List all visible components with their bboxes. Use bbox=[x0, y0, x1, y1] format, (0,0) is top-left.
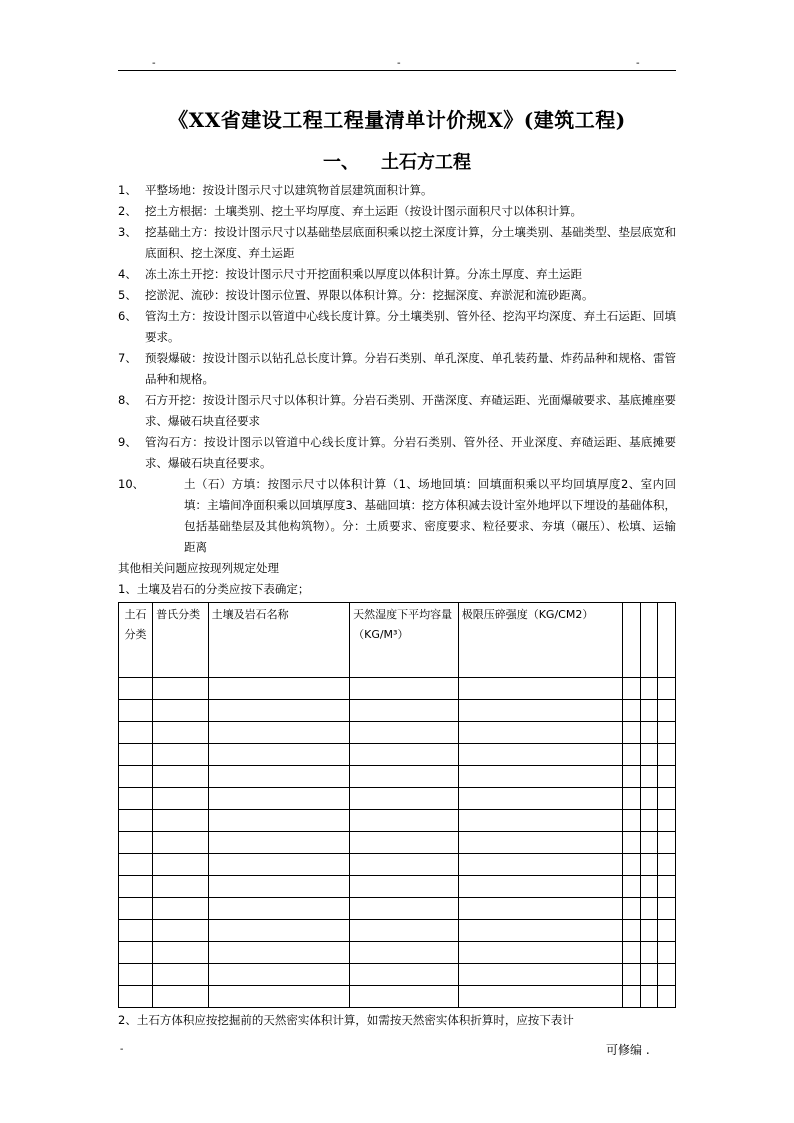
table-cell bbox=[119, 832, 153, 854]
item-text: 挖基础土方：按设计图示尺寸以基础垫层底面积乘以挖土深度计算，分土壤类别、基础类型、垫层底宽和底面积、挖土深度、弃土运距 bbox=[145, 225, 676, 260]
table-cell bbox=[640, 854, 658, 876]
soil-rock-table bbox=[118, 602, 676, 1008]
table-cell bbox=[119, 788, 153, 810]
table-cell bbox=[622, 920, 640, 942]
table-cell bbox=[622, 678, 640, 700]
bottom-note: 2、土石方体积应按挖掘前的天然密实体积计算，如需按天然密实体积折算时，应按下表计 bbox=[118, 1013, 574, 1027]
table-cell bbox=[458, 810, 622, 832]
table-cell bbox=[350, 700, 459, 722]
table-row bbox=[119, 964, 676, 986]
item-text: 平整场地：按设计图示尺寸以建筑物首层建筑面积计算。 bbox=[145, 183, 433, 197]
table-cell bbox=[350, 876, 459, 898]
table-cell bbox=[658, 832, 676, 854]
item-number: 3、 bbox=[118, 225, 137, 239]
table-cell bbox=[119, 964, 153, 986]
item-number: 10、 bbox=[118, 477, 145, 491]
table-cell bbox=[658, 854, 676, 876]
table-cell bbox=[640, 810, 658, 832]
table-cell bbox=[208, 876, 349, 898]
table-body bbox=[119, 678, 676, 1008]
list-item bbox=[118, 390, 676, 432]
item-text: 预裂爆破：按设计图示以钻孔总长度计算。分岩石类别、单孔深度、单孔装药量、炸药品种和规格、雷管品种和规格。 bbox=[145, 351, 676, 386]
item-number: 5、 bbox=[118, 288, 137, 302]
document-body bbox=[118, 180, 676, 1031]
item-text: 管沟土方：按设计图示以管道中心线长度计算。分土壤类别、管外径、挖沟平均深度、弃土石运距、回填要求。 bbox=[145, 309, 676, 344]
table-row bbox=[119, 876, 676, 898]
table-cell bbox=[350, 986, 459, 1008]
table-cell bbox=[658, 722, 676, 744]
section-name: 土石方工程 bbox=[381, 152, 471, 173]
table-cell bbox=[153, 986, 209, 1008]
table-cell bbox=[350, 678, 459, 700]
item-number: 4、 bbox=[118, 267, 137, 281]
table-cell bbox=[153, 810, 209, 832]
table-header-cell: 普氏分类 bbox=[153, 603, 209, 678]
list-item bbox=[118, 306, 676, 348]
table-cell bbox=[208, 744, 349, 766]
table-cell bbox=[153, 920, 209, 942]
other-heading: 其他相关问题应按现列规定处理 bbox=[118, 561, 279, 575]
table-cell bbox=[119, 700, 153, 722]
item-text: 土（石）方填：按图示尺寸以体积计算（1、场地回填：回填面积乘以平均回填厚度2、室内回填：主墙间净面积乘以回填厚度3、基础回填：挖方体积减去设计室外地坪以下埋设的基础体积，包括基础垫层及其他构筑物）。分：土质要求、密度要求、粒径要求、夯填（碾压）、松填、运输距离 bbox=[184, 477, 676, 554]
table-cell bbox=[153, 722, 209, 744]
table-cell bbox=[622, 986, 640, 1008]
table-row bbox=[119, 920, 676, 942]
table-cell bbox=[153, 744, 209, 766]
table-cell bbox=[153, 942, 209, 964]
table-cell bbox=[350, 832, 459, 854]
table-cell bbox=[658, 678, 676, 700]
table-header-cell: 天然湿度下平均容量（KG/M³） bbox=[350, 603, 459, 678]
table-cell bbox=[350, 898, 459, 920]
table-cell bbox=[622, 810, 640, 832]
table-cell bbox=[458, 898, 622, 920]
table-cell bbox=[350, 744, 459, 766]
table-row bbox=[119, 700, 676, 722]
table-cell bbox=[208, 722, 349, 744]
table-cell bbox=[458, 964, 622, 986]
table-header-cell: 极限压碎强度（KG/CM2） bbox=[458, 603, 622, 678]
table-cell bbox=[458, 744, 622, 766]
table-row bbox=[119, 854, 676, 876]
table-cell bbox=[350, 788, 459, 810]
table-cell bbox=[208, 700, 349, 722]
table-cell bbox=[640, 964, 658, 986]
table-cell bbox=[119, 920, 153, 942]
header-mark-left: - bbox=[152, 58, 156, 69]
table-cell bbox=[153, 854, 209, 876]
table-header-row bbox=[119, 603, 676, 678]
table-cell bbox=[622, 832, 640, 854]
table-cell bbox=[622, 722, 640, 744]
table-cell bbox=[153, 876, 209, 898]
table-cell bbox=[640, 744, 658, 766]
table-row bbox=[119, 678, 676, 700]
table-cell bbox=[458, 766, 622, 788]
table-cell bbox=[640, 722, 658, 744]
table-cell bbox=[622, 854, 640, 876]
table-cell bbox=[622, 964, 640, 986]
table-cell bbox=[622, 876, 640, 898]
table-cell bbox=[119, 722, 153, 744]
table-cell bbox=[658, 766, 676, 788]
table-cell bbox=[622, 744, 640, 766]
list-item bbox=[118, 264, 676, 285]
table-row bbox=[119, 788, 676, 810]
table-cell bbox=[350, 810, 459, 832]
table-cell bbox=[640, 700, 658, 722]
header-mark-center: - bbox=[397, 58, 401, 69]
item-number: 9、 bbox=[118, 435, 137, 449]
table-cell bbox=[350, 854, 459, 876]
table-cell bbox=[458, 678, 622, 700]
table-cell bbox=[622, 788, 640, 810]
table-row bbox=[119, 810, 676, 832]
table-cell bbox=[622, 766, 640, 788]
table-cell bbox=[119, 744, 153, 766]
table-cell bbox=[153, 678, 209, 700]
table-cell bbox=[658, 986, 676, 1008]
table-cell bbox=[153, 898, 209, 920]
table-header-cell bbox=[622, 603, 640, 678]
list-item bbox=[118, 474, 676, 558]
table-cell bbox=[119, 854, 153, 876]
table-cell bbox=[458, 722, 622, 744]
item-number: 6、 bbox=[118, 309, 137, 323]
table-intro: 1、土壤及岩石的分类应按下表确定； bbox=[118, 582, 310, 596]
item-text: 石方开挖：按设计图示尺寸以体积计算。分岩石类别、开凿深度、弃碴运距、光面爆破要求、基底摊座要求、爆破石块直径要求 bbox=[145, 393, 676, 428]
table-cell bbox=[658, 876, 676, 898]
item-text: 挖土方根据：土壤类别、挖土平均厚度、弃土运距（按设计图示面积尺寸以体积计算。 bbox=[145, 204, 582, 218]
list-item bbox=[118, 180, 676, 201]
item-number: 7、 bbox=[118, 351, 137, 365]
table-header-cell bbox=[658, 603, 676, 678]
item-number: 1、 bbox=[118, 183, 137, 197]
table-cell bbox=[640, 898, 658, 920]
item-number: 2、 bbox=[118, 204, 137, 218]
table-cell bbox=[119, 678, 153, 700]
table-cell bbox=[208, 766, 349, 788]
table-cell bbox=[119, 810, 153, 832]
table-cell bbox=[658, 920, 676, 942]
item-list bbox=[118, 180, 676, 558]
table-row bbox=[119, 766, 676, 788]
table-cell bbox=[640, 876, 658, 898]
table-cell bbox=[119, 876, 153, 898]
table-cell bbox=[658, 700, 676, 722]
table-cell bbox=[208, 854, 349, 876]
table-cell bbox=[458, 854, 622, 876]
item-text: 管沟石方：按设计图示以管道中心线长度计算。分岩石类别、管外径、开业深度、弃碴运距、基底摊要求、爆破石块直径要求。 bbox=[145, 435, 676, 470]
item-number: 8、 bbox=[118, 393, 137, 407]
table-cell bbox=[658, 942, 676, 964]
list-item bbox=[118, 285, 676, 306]
table-cell bbox=[640, 788, 658, 810]
table-cell bbox=[119, 766, 153, 788]
header-rule bbox=[118, 70, 676, 71]
item-text: 挖淤泥、流砂：按设计图示位置、界限以体积计算。分：挖掘深度、弃淤泥和流砂距离。 bbox=[145, 288, 594, 302]
table-cell bbox=[458, 788, 622, 810]
list-item bbox=[118, 201, 676, 222]
table-row bbox=[119, 722, 676, 744]
list-item bbox=[118, 222, 676, 264]
table-cell bbox=[458, 876, 622, 898]
section-heading bbox=[118, 148, 676, 174]
table-cell bbox=[622, 898, 640, 920]
table-header-cell: 土石分类 bbox=[119, 603, 153, 678]
table-cell bbox=[658, 810, 676, 832]
table-cell bbox=[458, 832, 622, 854]
table-cell bbox=[350, 942, 459, 964]
table-cell bbox=[640, 942, 658, 964]
table-row bbox=[119, 832, 676, 854]
table-cell bbox=[153, 832, 209, 854]
table-cell bbox=[458, 920, 622, 942]
table-cell bbox=[119, 942, 153, 964]
table-row bbox=[119, 942, 676, 964]
table-row bbox=[119, 744, 676, 766]
table-cell bbox=[458, 942, 622, 964]
table-cell bbox=[622, 942, 640, 964]
table-cell bbox=[658, 788, 676, 810]
table-cell bbox=[153, 700, 209, 722]
item-text: 冻土冻土开挖：按设计图示尺寸开挖面积乘以厚度以体积计算。分冻土厚度、弃土运距 bbox=[145, 267, 582, 281]
table-cell bbox=[153, 964, 209, 986]
table-cell bbox=[153, 788, 209, 810]
table-cell bbox=[119, 986, 153, 1008]
table-cell bbox=[658, 898, 676, 920]
table-cell bbox=[658, 744, 676, 766]
list-item bbox=[118, 348, 676, 390]
table-cell bbox=[658, 964, 676, 986]
table-header-cell: 土壤及岩石名称 bbox=[208, 603, 349, 678]
header-mark-right: - bbox=[636, 58, 640, 69]
table-row bbox=[119, 986, 676, 1008]
table-cell bbox=[640, 986, 658, 1008]
table-cell bbox=[622, 700, 640, 722]
table-cell bbox=[208, 678, 349, 700]
table-cell bbox=[350, 964, 459, 986]
document-title: 《XX省建设工程工程量清单计价规X》(建筑工程) bbox=[168, 108, 626, 132]
table-cell bbox=[640, 832, 658, 854]
table-cell bbox=[640, 920, 658, 942]
table-cell bbox=[208, 986, 349, 1008]
table-cell bbox=[208, 920, 349, 942]
list-item bbox=[118, 432, 676, 474]
table-row bbox=[119, 898, 676, 920]
table-cell bbox=[208, 788, 349, 810]
table-cell bbox=[208, 898, 349, 920]
table-cell bbox=[458, 700, 622, 722]
table-cell bbox=[119, 898, 153, 920]
table-header-cell bbox=[640, 603, 658, 678]
table-cell bbox=[640, 678, 658, 700]
table-cell bbox=[350, 722, 459, 744]
table-cell bbox=[350, 920, 459, 942]
footer-mark: - bbox=[120, 1044, 124, 1055]
section-number: 一、 bbox=[323, 152, 359, 173]
footer-text: 可修编 . bbox=[606, 1043, 650, 1057]
table-cell bbox=[458, 986, 622, 1008]
table-cell bbox=[153, 766, 209, 788]
table-cell bbox=[208, 832, 349, 854]
table-cell bbox=[208, 810, 349, 832]
table-cell bbox=[208, 942, 349, 964]
table-cell bbox=[350, 766, 459, 788]
table-cell bbox=[640, 766, 658, 788]
table-cell bbox=[208, 964, 349, 986]
